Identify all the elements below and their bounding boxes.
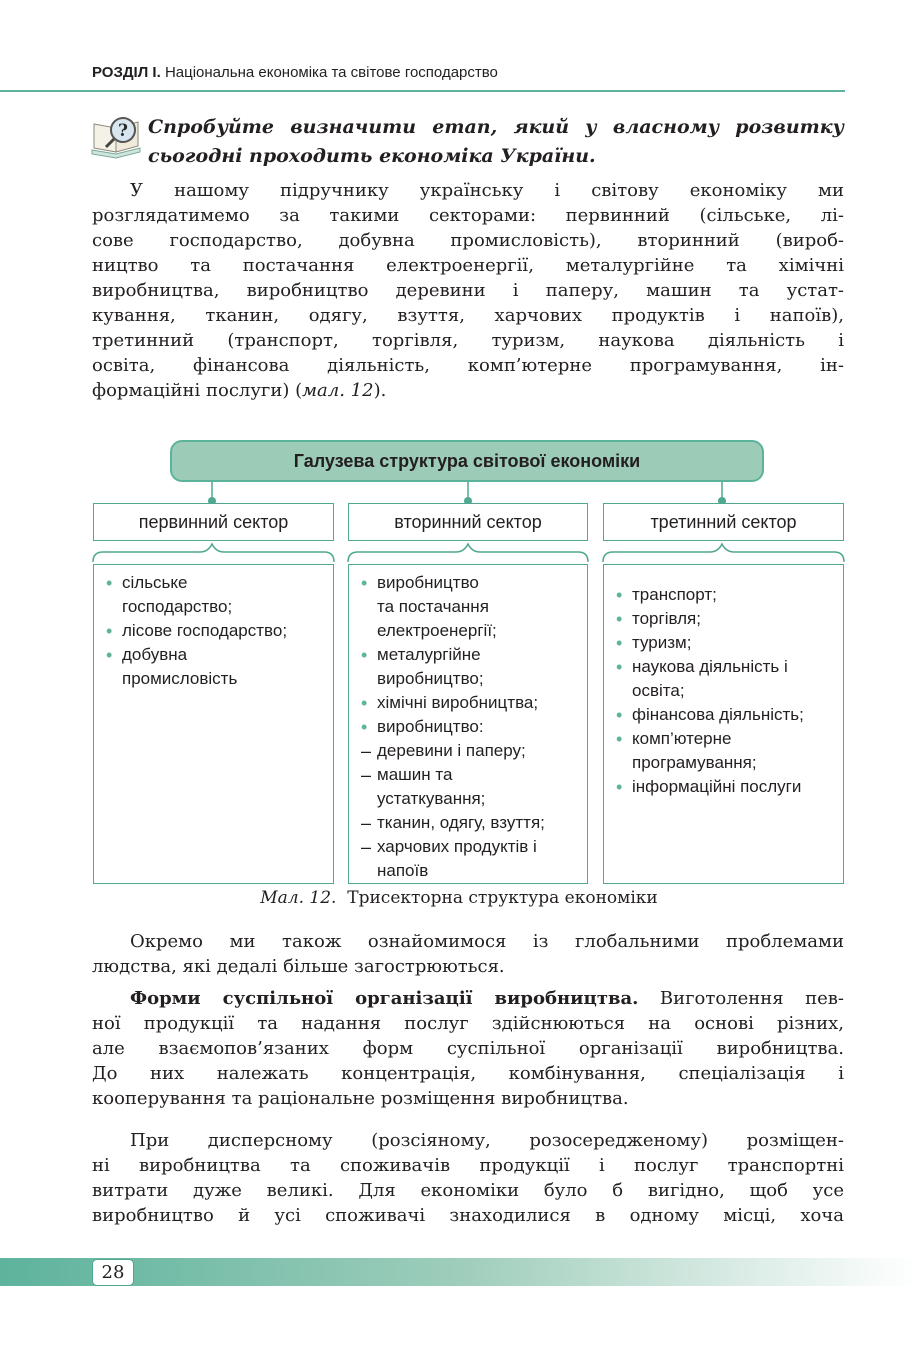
sector-list-item bbox=[616, 775, 837, 799]
sector-item-text: хімічні виробництва; bbox=[377, 693, 539, 712]
sector-item-text: електроенергії; bbox=[377, 621, 497, 640]
sector-list-item bbox=[616, 655, 837, 679]
bullet-marker: • bbox=[361, 693, 368, 713]
bullet-marker: • bbox=[361, 717, 368, 737]
bullet-marker: • bbox=[361, 645, 368, 665]
bullet-marker: • bbox=[616, 657, 623, 677]
paragraph-line: але взаємопов’язаних форм суспільної організації виробництва. bbox=[92, 1038, 844, 1059]
bullet-marker: • bbox=[361, 573, 368, 593]
diagram-title: Галузева структура світової економіки bbox=[170, 440, 764, 482]
sector-item-text: устаткування; bbox=[377, 789, 486, 808]
sector-list-item bbox=[361, 787, 581, 811]
question-line: сьогодні проходить економіка України. bbox=[148, 145, 596, 167]
paragraph-line: При дисперсному (розсіяному, розосередженому) розміщен- bbox=[130, 1130, 844, 1151]
sector-item-text: виробництво; bbox=[377, 669, 484, 688]
sector-item-text: освіта; bbox=[632, 681, 685, 700]
sector-list-item bbox=[361, 595, 581, 619]
sector-list-item bbox=[616, 679, 837, 703]
sector-item-text: фінансова діяльність; bbox=[632, 705, 804, 724]
paragraph-line: кооперування та раціональне розміщення виробництва. bbox=[92, 1088, 629, 1109]
paragraph-line: кування, тканин, одягу, взуття, харчових продуктів і напоїв), bbox=[92, 305, 844, 326]
sector-item-text: виробництво bbox=[377, 573, 479, 592]
paragraph-line-text: Виготолення пев- bbox=[638, 988, 844, 1009]
sector-list-item bbox=[106, 619, 327, 643]
dash-marker: – bbox=[361, 813, 372, 833]
paragraph-line-text: формаційні послуги) ( bbox=[92, 380, 303, 401]
sector-list-item bbox=[361, 619, 581, 643]
caption-text: Трисекторна структура економіки bbox=[347, 888, 658, 908]
bullet-marker: • bbox=[106, 645, 113, 665]
sector-list-item bbox=[616, 703, 837, 727]
sector-item-text: харчових продуктів і bbox=[377, 837, 537, 856]
sector-item-text: лісове господарство; bbox=[122, 621, 288, 640]
sector-item-text: комп’ютерне bbox=[632, 729, 732, 748]
figure-caption bbox=[0, 888, 918, 908]
paragraph-line: розглядатимемо за такими секторами: первинний (сільське, лі- bbox=[92, 205, 844, 226]
caption-label: Мал. 12. bbox=[260, 888, 337, 908]
paragraph-line: виробництво й усі споживачі знаходилися в одному місці, хоча bbox=[92, 1205, 844, 1226]
section-title: Національна економіка та світове господарство bbox=[164, 64, 498, 81]
sector-list-tertiary bbox=[603, 564, 844, 884]
sector-item-text: виробництво: bbox=[377, 717, 484, 736]
bullet-marker: • bbox=[106, 621, 113, 641]
sector-list-item bbox=[361, 715, 581, 739]
paragraph-dispersed-placement bbox=[92, 1128, 844, 1228]
bullet-marker: • bbox=[616, 609, 623, 629]
dash-marker: – bbox=[361, 741, 372, 761]
paragraph-line: третинний (транспорт, торгівля, туризм, наукова діяльність і bbox=[92, 330, 844, 351]
sector-item-text: сільське bbox=[122, 573, 188, 592]
bullet-marker: • bbox=[616, 633, 623, 653]
bullet-marker: • bbox=[616, 729, 623, 749]
sector-list-item bbox=[616, 751, 837, 775]
sector-header-tertiary: третинний сектор bbox=[603, 503, 844, 541]
sector-item-text: та постачання bbox=[377, 597, 489, 616]
sector-list-item bbox=[616, 583, 837, 607]
sector-item-text: туризм; bbox=[632, 633, 692, 652]
sector-item-text: транспорт; bbox=[632, 585, 717, 604]
bullet-marker: • bbox=[616, 705, 623, 725]
sector-list-item bbox=[106, 667, 327, 691]
question-line: Спробуйте визначити етап, який у власному розвитку bbox=[148, 116, 844, 138]
paragraph-line: ництво та постачання електроенергії, металургійне та хімічні bbox=[92, 255, 844, 276]
dash-marker: – bbox=[361, 837, 372, 857]
sector-list-item bbox=[616, 631, 837, 655]
sector-list-item bbox=[616, 607, 837, 631]
bullet-marker: • bbox=[106, 573, 113, 593]
paragraph-line: У нашому підручнику українську і світову економіку ми bbox=[130, 180, 844, 201]
dash-marker: – bbox=[361, 765, 372, 785]
sector-list-item bbox=[361, 835, 581, 859]
sector-list-item bbox=[361, 763, 581, 787]
sector-list-item bbox=[361, 691, 581, 715]
sector-item-text: інформаційні послуги bbox=[632, 777, 802, 796]
sector-item-text: промисловість bbox=[122, 669, 238, 688]
sector-list-item bbox=[361, 811, 581, 835]
sector-item-text: деревини і паперу; bbox=[377, 741, 526, 760]
paragraph-line bbox=[92, 986, 844, 1011]
svg-text:?: ? bbox=[118, 121, 128, 141]
paragraph-line: витрати дуже великі. Для економіки було б вигідно, щоб усе bbox=[92, 1180, 844, 1201]
sector-list-primary bbox=[93, 564, 334, 884]
sector-item-text: господарство; bbox=[122, 597, 233, 616]
sector-item-text: торгівля; bbox=[632, 609, 701, 628]
paragraph-line: Окремо ми також ознайомимося із глобальними проблемами bbox=[130, 931, 844, 952]
sector-list-item bbox=[106, 571, 327, 595]
sector-item-text: напоїв bbox=[377, 861, 429, 880]
sector-item-text: тканин, одягу, взуття; bbox=[377, 813, 545, 832]
paragraph-line: виробництва, виробництво деревини і паперу, машин та устат- bbox=[92, 280, 844, 301]
bullet-marker: • bbox=[616, 777, 623, 797]
paragraph-line-end: ). bbox=[373, 380, 387, 401]
sector-list-item bbox=[361, 667, 581, 691]
sector-item-text: добувна bbox=[122, 645, 188, 664]
page-number: 28 bbox=[92, 1259, 134, 1286]
sector-item-text: металургійне bbox=[377, 645, 481, 664]
sector-item-text: програмування; bbox=[632, 753, 757, 772]
paragraph-line: людства, які дедалі більше загострюються. bbox=[92, 956, 505, 977]
bullet-marker: • bbox=[616, 585, 623, 605]
sector-list-item bbox=[616, 727, 837, 751]
paragraph-line: сове господарство, добувна промисловість), вторинний (вироб- bbox=[92, 230, 844, 251]
sector-list-item bbox=[106, 643, 327, 667]
sector-list-item bbox=[361, 643, 581, 667]
term-heading: Форми суспільної організації виробництва. bbox=[130, 988, 639, 1009]
sector-list-item bbox=[361, 739, 581, 763]
paragraph-production-forms bbox=[92, 986, 844, 1111]
sector-list-item bbox=[361, 859, 581, 883]
paragraph-line: ні виробництва та споживачів продукції і послуг транспортні bbox=[92, 1155, 844, 1176]
footer-band bbox=[0, 1258, 918, 1286]
sector-header-primary: первинний сектор bbox=[93, 503, 334, 541]
sector-list-item bbox=[106, 595, 327, 619]
sector-item-text: машин та bbox=[377, 765, 453, 784]
sector-list-item bbox=[361, 571, 581, 595]
sector-item-text: наукова діяльність і bbox=[632, 657, 788, 676]
paragraph-line: освіта, фінансова діяльність, комп’ютерне програмування, ін- bbox=[92, 355, 844, 376]
figure-reference: мал. 12 bbox=[302, 380, 374, 401]
paragraph-global-problems bbox=[92, 929, 844, 979]
sector-list-secondary bbox=[348, 564, 588, 884]
sector-header-secondary: вторинний сектор bbox=[348, 503, 588, 541]
section-label: РОЗДІЛ І. bbox=[92, 64, 161, 81]
paragraph-line: ної продукції та надання послуг здійснюються на основі різних, bbox=[92, 1013, 844, 1034]
paragraph-line: До них належать концентрація, комбінування, спеціалізація і bbox=[92, 1063, 844, 1084]
